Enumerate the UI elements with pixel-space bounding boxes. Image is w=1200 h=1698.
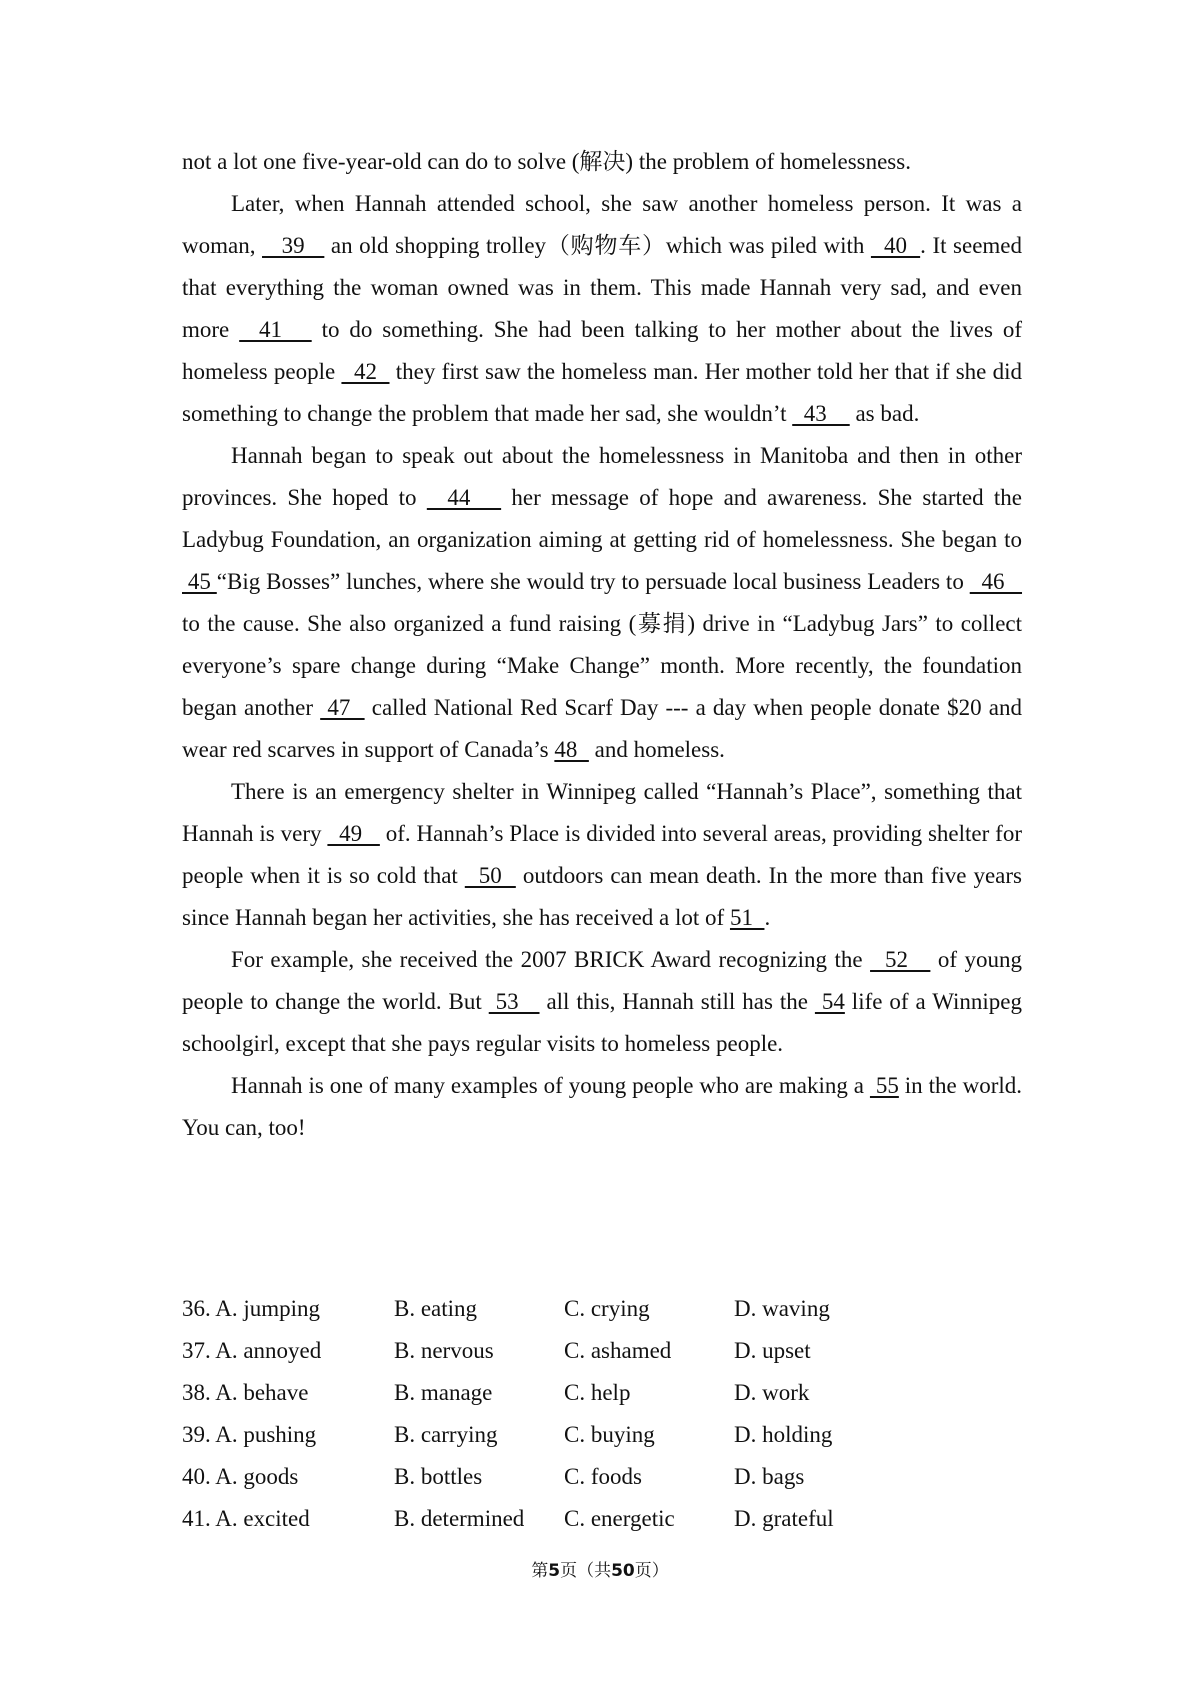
- passage-text: as bad.: [849, 401, 920, 426]
- option-choice: 40. A. goods: [182, 1464, 299, 1489]
- paragraph: [182, 183, 1022, 435]
- option-choice: 38. A. behave: [182, 1380, 309, 1405]
- answer-blank: 54: [814, 989, 845, 1014]
- answer-blank: 53: [488, 989, 540, 1014]
- passage-text: to do something. She had been talking to her mother about the lives of homeless people: [182, 317, 1022, 384]
- answer-blank: 39: [262, 233, 325, 258]
- option-choice: C. help: [564, 1380, 631, 1405]
- paragraph: [182, 771, 1022, 939]
- answer-blank: 43: [792, 401, 850, 426]
- answer-blank: 49: [327, 821, 380, 846]
- passage-text: and homeless.: [588, 737, 725, 762]
- passage-text: her message of hope and awareness. She started the Ladybug Foundation, an organization aiming at getting rid of homelessness. She began to: [182, 485, 1022, 552]
- option-row: [182, 1288, 1022, 1330]
- answer-blank: 46: [969, 569, 1023, 594]
- answer-blank: 45: [182, 569, 217, 594]
- passage-text: all this, Hannah still has the: [539, 989, 815, 1014]
- footer-total-pages: 50: [611, 1561, 635, 1581]
- option-choice: B. determined: [394, 1506, 525, 1531]
- answer-blank: 41: [239, 317, 312, 342]
- paragraph: [182, 435, 1022, 771]
- passage-text: .: [764, 905, 771, 930]
- option-row: [182, 1372, 1022, 1414]
- answer-blank: 55: [869, 1073, 899, 1098]
- option-choice: C. foods: [564, 1464, 642, 1489]
- passage-text: . It seemed that everything the woman owned was in them. This made Hannah very sad, and even more: [182, 233, 1023, 342]
- passage-text: outdoors can mean death. In the more than five years since Hannah began her activities, she has received a lot of: [182, 863, 1023, 930]
- option-choice: C. ashamed: [564, 1338, 672, 1363]
- option-choice: 37. A. annoyed: [182, 1338, 322, 1363]
- answer-blank: 51: [729, 905, 765, 930]
- answer-blank: 44: [426, 485, 502, 510]
- footer-prefix: 第: [531, 1561, 549, 1581]
- passage-text: Hannah began to speak out about the homelessness in Manitoba and then in other provinces. She hoped to: [182, 443, 1022, 510]
- answer-blank: 42: [341, 359, 390, 384]
- option-choice: C. buying: [564, 1422, 655, 1447]
- option-choice: 41. A. excited: [182, 1506, 310, 1531]
- passage-text: to the cause. She also organized a fund raising (募捐) drive in “Ladybug Jars” to collect everyone’s spare change during “Make Change” month. More recently, the foundation began another: [182, 611, 1022, 720]
- option-choice: D. upset: [734, 1338, 811, 1363]
- footer-middle: 页（共: [560, 1561, 612, 1581]
- answer-blank: 40: [870, 233, 921, 258]
- option-choice: B. carrying: [394, 1422, 498, 1447]
- paragraph: [182, 1065, 1022, 1149]
- option-choice: B. manage: [394, 1380, 493, 1405]
- footer-page-number: 5: [548, 1561, 561, 1581]
- page-footer: [0, 1556, 1200, 1581]
- option-choice: C. energetic: [564, 1506, 675, 1531]
- option-choice: 36. A. jumping: [182, 1296, 321, 1321]
- answer-blank: 48: [554, 737, 589, 762]
- paragraph: [182, 141, 1022, 183]
- option-choice: B. bottles: [394, 1464, 483, 1489]
- answer-blank: 52: [870, 947, 931, 972]
- passage-text: called National Red Scarf Day --- a day when people donate $20 and wear red scarves in support of Canada’s: [182, 695, 1022, 762]
- option-choice: B. nervous: [394, 1338, 494, 1363]
- option-choice: D. waving: [734, 1296, 830, 1321]
- option-row: [182, 1456, 1022, 1498]
- option-row: [182, 1498, 1022, 1540]
- option-choice: B. eating: [394, 1296, 478, 1321]
- answer-blank: 47: [320, 695, 365, 720]
- paragraph: [182, 939, 1022, 1065]
- passage-text: Hannah is one of many examples of young people who are making a: [231, 1073, 870, 1098]
- passage-text: For example, she received the 2007 BRICK Award recognizing the: [231, 947, 871, 972]
- option-row: [182, 1330, 1022, 1372]
- option-choice: 39. A. pushing: [182, 1422, 317, 1447]
- passage-text: an old shopping trolley（购物车）which was piled with: [324, 233, 871, 258]
- option-choice: D. holding: [734, 1422, 833, 1447]
- passage-text: Later, when Hannah attended school, she saw another homeless person. It was a woman,: [182, 191, 1022, 258]
- option-choice: D. work: [734, 1380, 810, 1405]
- passage-text: There is an emergency shelter in Winnipeg called “Hannah’s Place”, something that Hannah is very: [182, 779, 1022, 846]
- passage-text: life of a Winnipeg schoolgirl, except that she pays regular visits to homeless people.: [182, 989, 1023, 1056]
- option-choice: C. crying: [564, 1296, 650, 1321]
- passage-text: in the world. You can, too!: [182, 1073, 1023, 1140]
- passage-text: of young people to change the world. But: [182, 947, 1022, 1014]
- footer-suffix: 页）: [634, 1561, 669, 1581]
- passage-text: they first saw the homeless man. Her mother told her that if she did something to change the problem that made her sad, she wouldn’t: [182, 359, 1023, 426]
- answer-options: [182, 1288, 1022, 1540]
- option-choice: D. bags: [734, 1464, 805, 1489]
- answer-blank: 50: [464, 863, 516, 888]
- option-choice: D. grateful: [734, 1506, 834, 1531]
- passage: [182, 141, 1022, 1149]
- option-row: [182, 1414, 1022, 1456]
- passage-text: not a lot one five-year-old can do to solve (解决) the problem of homelessness.: [182, 149, 911, 174]
- passage-text: “Big Bosses” lunches, where she would try to persuade local business Leaders to: [216, 569, 970, 594]
- passage-text: of. Hannah’s Place is divided into several areas, providing shelter for people when it is so cold that: [182, 821, 1022, 888]
